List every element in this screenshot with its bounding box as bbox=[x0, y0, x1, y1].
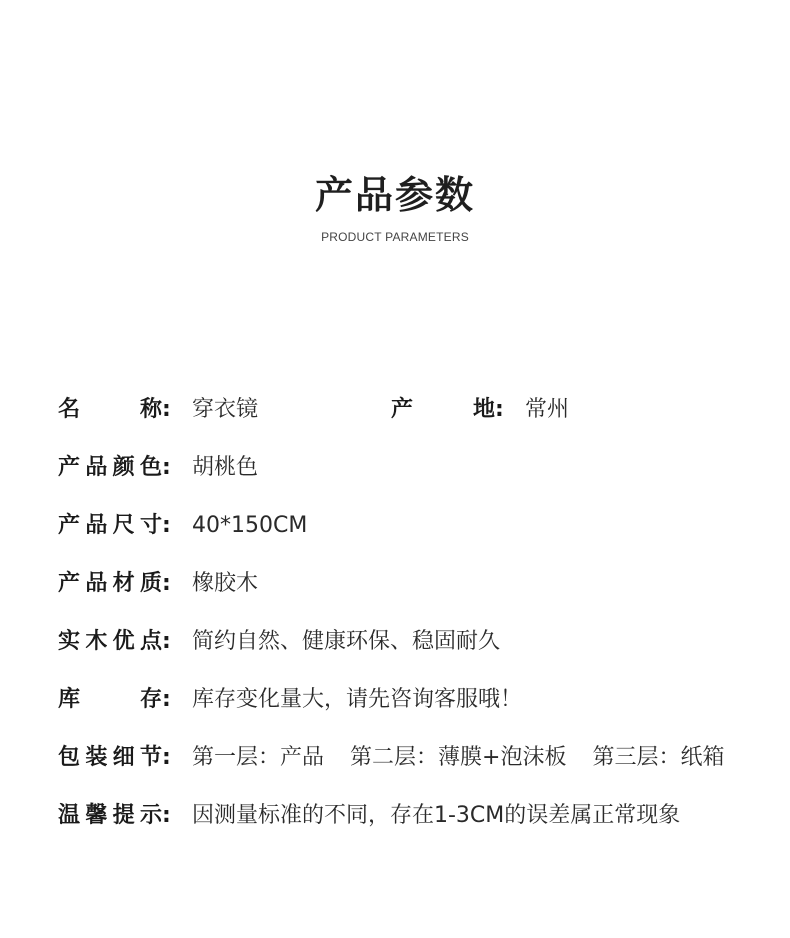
spec-value-size: 40*150CM bbox=[192, 513, 308, 538]
spec-colon: : bbox=[162, 455, 171, 480]
spec-colon: : bbox=[162, 687, 171, 712]
spec-label-color: 产品颜色 bbox=[58, 455, 162, 480]
spec-colon: : bbox=[162, 571, 171, 596]
spec-value-stock: 库存变化量大，请先咨询客服哦！ bbox=[192, 687, 523, 712]
spec-label-origin: 产地 bbox=[391, 397, 495, 422]
spec-value-color: 胡桃色 bbox=[192, 455, 259, 480]
spec-value-packaging bbox=[192, 742, 724, 774]
spec-row-name bbox=[58, 394, 258, 426]
page-title: 产品参数 bbox=[314, 173, 475, 217]
spec-colon: : bbox=[162, 513, 171, 538]
spec-label-packaging: 包装细节 bbox=[58, 745, 162, 770]
spec-row-size bbox=[58, 510, 307, 542]
spec-label-stock: 库存 bbox=[58, 687, 162, 712]
spec-row-packaging bbox=[58, 742, 724, 774]
spec-label-material: 产品材质 bbox=[58, 571, 162, 596]
spec-label-size: 产品尺寸 bbox=[58, 513, 162, 538]
packaging-layer-1: 第一层：产品 bbox=[192, 745, 325, 770]
spec-colon: : bbox=[162, 629, 171, 654]
spec-label-name: 名称 bbox=[58, 397, 162, 422]
spec-value-material: 橡胶木 bbox=[192, 571, 259, 596]
spec-colon: : bbox=[162, 397, 171, 422]
spec-value-advantages: 简约自然、健康环保、稳固耐久 bbox=[192, 629, 501, 654]
spec-colon: : bbox=[162, 745, 171, 770]
spec-row-stock bbox=[58, 684, 522, 716]
spec-label-advantages: 实木优点 bbox=[58, 629, 162, 654]
spec-row-origin bbox=[391, 394, 569, 426]
spec-label-notice: 温馨提示 bbox=[58, 803, 162, 828]
spec-row-color bbox=[58, 452, 258, 484]
packaging-layer-2: 第二层：薄膜+泡沫板 bbox=[350, 745, 567, 770]
spec-value-origin: 常州 bbox=[525, 397, 570, 422]
spec-colon: : bbox=[162, 803, 171, 828]
spec-value-notice: 因测量标准的不同，存在1-3CM的误差属正常现象 bbox=[192, 803, 681, 828]
packaging-layer-3: 第三层：纸箱 bbox=[592, 745, 725, 770]
spec-row-material bbox=[58, 568, 258, 600]
spec-row-advantages bbox=[58, 626, 500, 658]
spec-colon: : bbox=[495, 397, 504, 422]
spec-row-notice bbox=[58, 800, 680, 832]
spec-value-name: 穿衣镜 bbox=[192, 397, 259, 422]
page-subtitle: PRODUCT PARAMETERS bbox=[321, 230, 469, 244]
